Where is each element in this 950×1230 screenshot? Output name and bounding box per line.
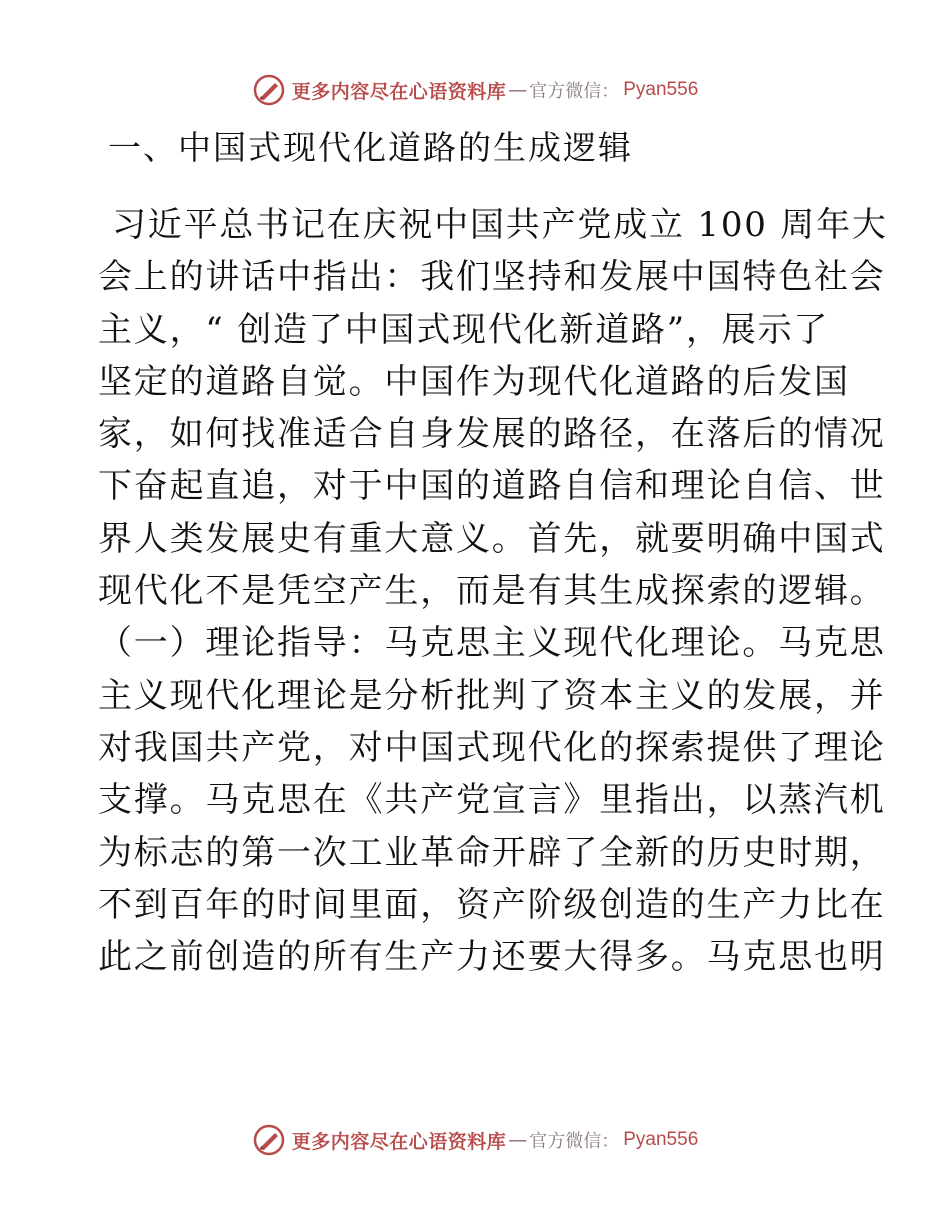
quill-logo-icon xyxy=(252,1123,286,1157)
watermark-contact-label: 官方微信： xyxy=(529,1131,620,1152)
watermark-separator: — xyxy=(508,1129,528,1151)
body-text xyxy=(98,199,888,983)
body-line: 下奋起直追，对于中国的道路自信和理论自信、世 xyxy=(98,466,886,507)
body-line: 界人类发展史有重大意义。首先，就要明确中国式 xyxy=(98,518,886,559)
body-line: 习近平总书记在庆祝中国共产党成立 100 周年大 xyxy=(112,205,888,245)
watermark-separator: — xyxy=(508,79,528,101)
watermark-footer xyxy=(0,1120,950,1160)
watermark-contact-id: Pyan556 xyxy=(623,79,699,100)
body-line: 会上的讲话中指出：我们坚持和发展中国特色社会 xyxy=(98,257,886,298)
body-line: 坚定的道路自觉。中国作为现代化道路的后发国 xyxy=(98,361,850,402)
watermark-text: 更多内容尽在心语资料库 xyxy=(291,1130,507,1153)
body-line: 主义现代化理论是分析批判了资本主义的发展，并 xyxy=(98,675,886,716)
body-line: 对我国共产党，对中国式现代化的探索提供了理论 xyxy=(98,727,886,768)
body-line: 不到百年的时间里面，资产阶级创造的生产力比在 xyxy=(98,884,886,925)
body-line: 现代化不是凭空产生，而是有其生成探索的逻辑。 xyxy=(98,571,886,612)
watermark-contact-id: Pyan556 xyxy=(623,1129,699,1150)
body-line: 支撑。马克思在《共产党宣言》里指出，以蒸汽机 xyxy=(98,780,886,821)
body-line: 家，如何找准适合自身发展的路径，在落后的情况 xyxy=(98,414,886,455)
quill-logo-icon xyxy=(252,73,286,107)
body-line: 主义，“ 创造了中国式现代化新道路”，展示了 xyxy=(98,309,830,350)
body-line: 此之前创造的所有生产力还要大得多。马克思也明 xyxy=(98,937,886,978)
watermark-header xyxy=(0,70,950,110)
body-line: （一）理论指导：马克思主义现代化理论。马克思 xyxy=(98,623,886,664)
body-line: 为标志的第一次工业革命开辟了全新的历史时期， xyxy=(98,832,886,873)
section-heading: 一、中国式现代化道路的生成逻辑 xyxy=(108,128,633,167)
watermark-text: 更多内容尽在心语资料库 xyxy=(291,80,507,103)
watermark-contact-label: 官方微信： xyxy=(529,81,620,102)
